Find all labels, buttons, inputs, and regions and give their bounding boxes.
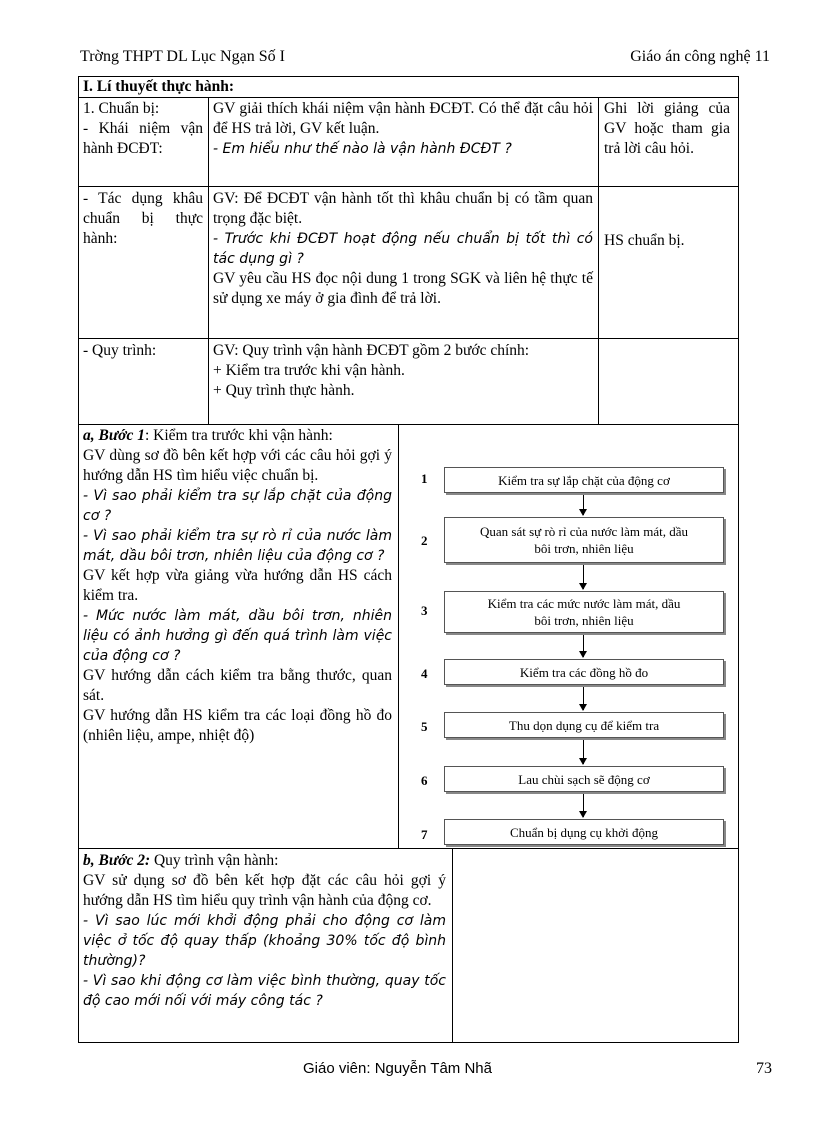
divider (78, 848, 739, 849)
flowchart-arrow (583, 740, 584, 764)
divider (78, 424, 739, 425)
flowchart-step-box: Kiểm tra các đồng hồ đo (444, 659, 724, 685)
step-b-question: - Vì sao khi động cơ làm việc bình thường, quay tốc độ cao mới nối với máy công tác ? (83, 973, 446, 1009)
divider (78, 338, 739, 339)
row1-label-line: 1. Chuẩn bị: (83, 100, 160, 117)
flowchart-arrow (583, 565, 584, 589)
footer-teacher: Giáo viên: Nguyễn Tâm Nhã (303, 1060, 492, 1077)
row2-label: - Tác dụng khâu chuẩn bị thực hành: (83, 190, 203, 247)
row2-note: HS chuẩn bị. (604, 232, 685, 249)
step-a-text: GV hướng dẫn cách kiểm tra bằng thước, quan sát. (83, 667, 392, 704)
step-a-text: GV hướng dẫn HS kiểm tra các loại đồng hồ đo (nhiên liệu, ampe, nhiệt độ) (83, 707, 392, 744)
step-b-question: - Vì sao lúc mới khởi động phải cho động cơ làm việc ở tốc độ quay thấp (khoảng 30% tốc độ bình thường)? (83, 913, 446, 969)
step-a-title-bold: a, Bước 1 (83, 427, 145, 444)
step-b-text: GV sử dụng sơ đồ bên kết hợp đặt các câu hỏi gợi ý hướng dẫn HS tìm hiểu quy trình vận hành của động cơ. (83, 872, 446, 909)
flowchart-step-number: 6 (421, 773, 428, 788)
row1-content (213, 99, 593, 159)
step-a-title (83, 426, 392, 446)
step-a-question: - Vì sao phải kiểm tra sự lắp chặt của động cơ ? (83, 488, 392, 524)
row1-label (83, 99, 203, 159)
row2-text: GV yêu cầu HS đọc nội dung 1 trong SGK và liên hệ thực tế sử dụng xe máy ở gia đình để trả lời. (213, 270, 593, 307)
flowchart-arrow (583, 794, 584, 817)
flowchart-step-number: 3 (421, 603, 428, 618)
step-a-question: - Mức nước làm mát, dầu bôi trơn, nhiên liệu có ảnh hưởng gì đến quá trình làm việc của động cơ ? (83, 608, 392, 664)
row1-question: - Em hiểu như thế nào là vận hành ĐCĐT ? (213, 141, 512, 157)
flowchart-step-box: Quan sát sự rò rỉ của nước làm mát, dầu bôi trơn, nhiên liệu (444, 517, 724, 563)
divider (452, 848, 453, 1043)
row3-label: - Quy trình: (83, 342, 157, 359)
flowchart-step-box: Thu dọn dụng cụ để kiểm tra (444, 712, 724, 738)
row2-content (213, 189, 593, 309)
divider (78, 97, 739, 98)
flowchart-arrow (583, 635, 584, 657)
flowchart-step-number: 4 (421, 666, 428, 681)
row3-text: GV: Quy trình vận hành ĐCĐT gồm 2 bước chính: (213, 342, 530, 359)
flowchart-step-box: Lau chùi sạch sẽ động cơ (444, 766, 724, 792)
row1-text: GV giải thích khái niệm vận hành ĐCĐT. Có thể đặt câu hỏi để HS trả lời, GV kết luận. (213, 100, 593, 137)
step-a-title-rest: : Kiểm tra trước khi vận hành: (144, 427, 333, 444)
row3-item: + Kiểm tra trước khi vận hành. (213, 362, 405, 379)
divider (78, 186, 739, 187)
row3-content (213, 341, 593, 401)
page-number: 73 (756, 1060, 772, 1077)
flowchart-step-number: 7 (421, 827, 428, 842)
step-b-title-rest: Quy trình vận hành: (150, 852, 279, 869)
step-b-title (83, 851, 446, 871)
step-a-text: GV dùng sơ đồ bên kết hợp với các câu hỏi gợi ý hướng dẫn HS tìm hiểu việc chuẩn bị. (83, 447, 392, 484)
divider (598, 97, 599, 424)
header-subject: Giáo án công nghệ 11 (630, 48, 770, 65)
flowchart-arrow (583, 495, 584, 515)
flowchart-step-box: Chuẩn bị dụng cụ khởi động (444, 819, 724, 845)
row1-note: Ghi lời giảng của GV hoặc tham gia trả lời câu hỏi. (604, 100, 730, 157)
section-title: I. Lí thuyết thực hành: (83, 78, 234, 95)
step-b-content (83, 851, 446, 1011)
divider (208, 97, 209, 424)
step-b-title-bold: b, Bước 2: (83, 852, 151, 869)
flowchart-step-number: 2 (421, 533, 428, 548)
flowchart-step-box: Kiểm tra các mức nước làm mát, dầu bôi trơn, nhiên liệu (444, 591, 724, 633)
header-school: Trờng THPT DL Lục Ngạn Số I (80, 48, 285, 65)
row3-item: + Quy trình thực hành. (213, 382, 355, 399)
flowchart-step-number: 1 (421, 471, 428, 486)
flowchart-arrow (583, 687, 584, 710)
step-a-question: - Vì sao phải kiểm tra sự rò rỉ của nước làm mát, dầu bôi trơn, nhiên liệu của động cơ ? (83, 528, 392, 564)
step-a-content (83, 426, 392, 746)
flowchart-step-number: 5 (421, 719, 428, 734)
row2-question: - Trước khi ĐCĐT hoạt động nếu chuẩn bị tốt thì có tác dụng gì ? (213, 231, 593, 267)
row1-label-line: - Khái niệm vận hành ĐCĐT: (83, 120, 203, 157)
row2-text: GV: Để ĐCĐT vận hành tốt thì khâu chuẩn bị có tầm quan trọng đặc biệt. (213, 190, 593, 227)
step-a-text: GV kết hợp vừa giảng vừa hướng dẫn HS cách kiểm tra. (83, 567, 392, 604)
divider (398, 424, 399, 848)
flowchart-step-box: Kiểm tra sự lắp chặt của động cơ (444, 467, 724, 493)
